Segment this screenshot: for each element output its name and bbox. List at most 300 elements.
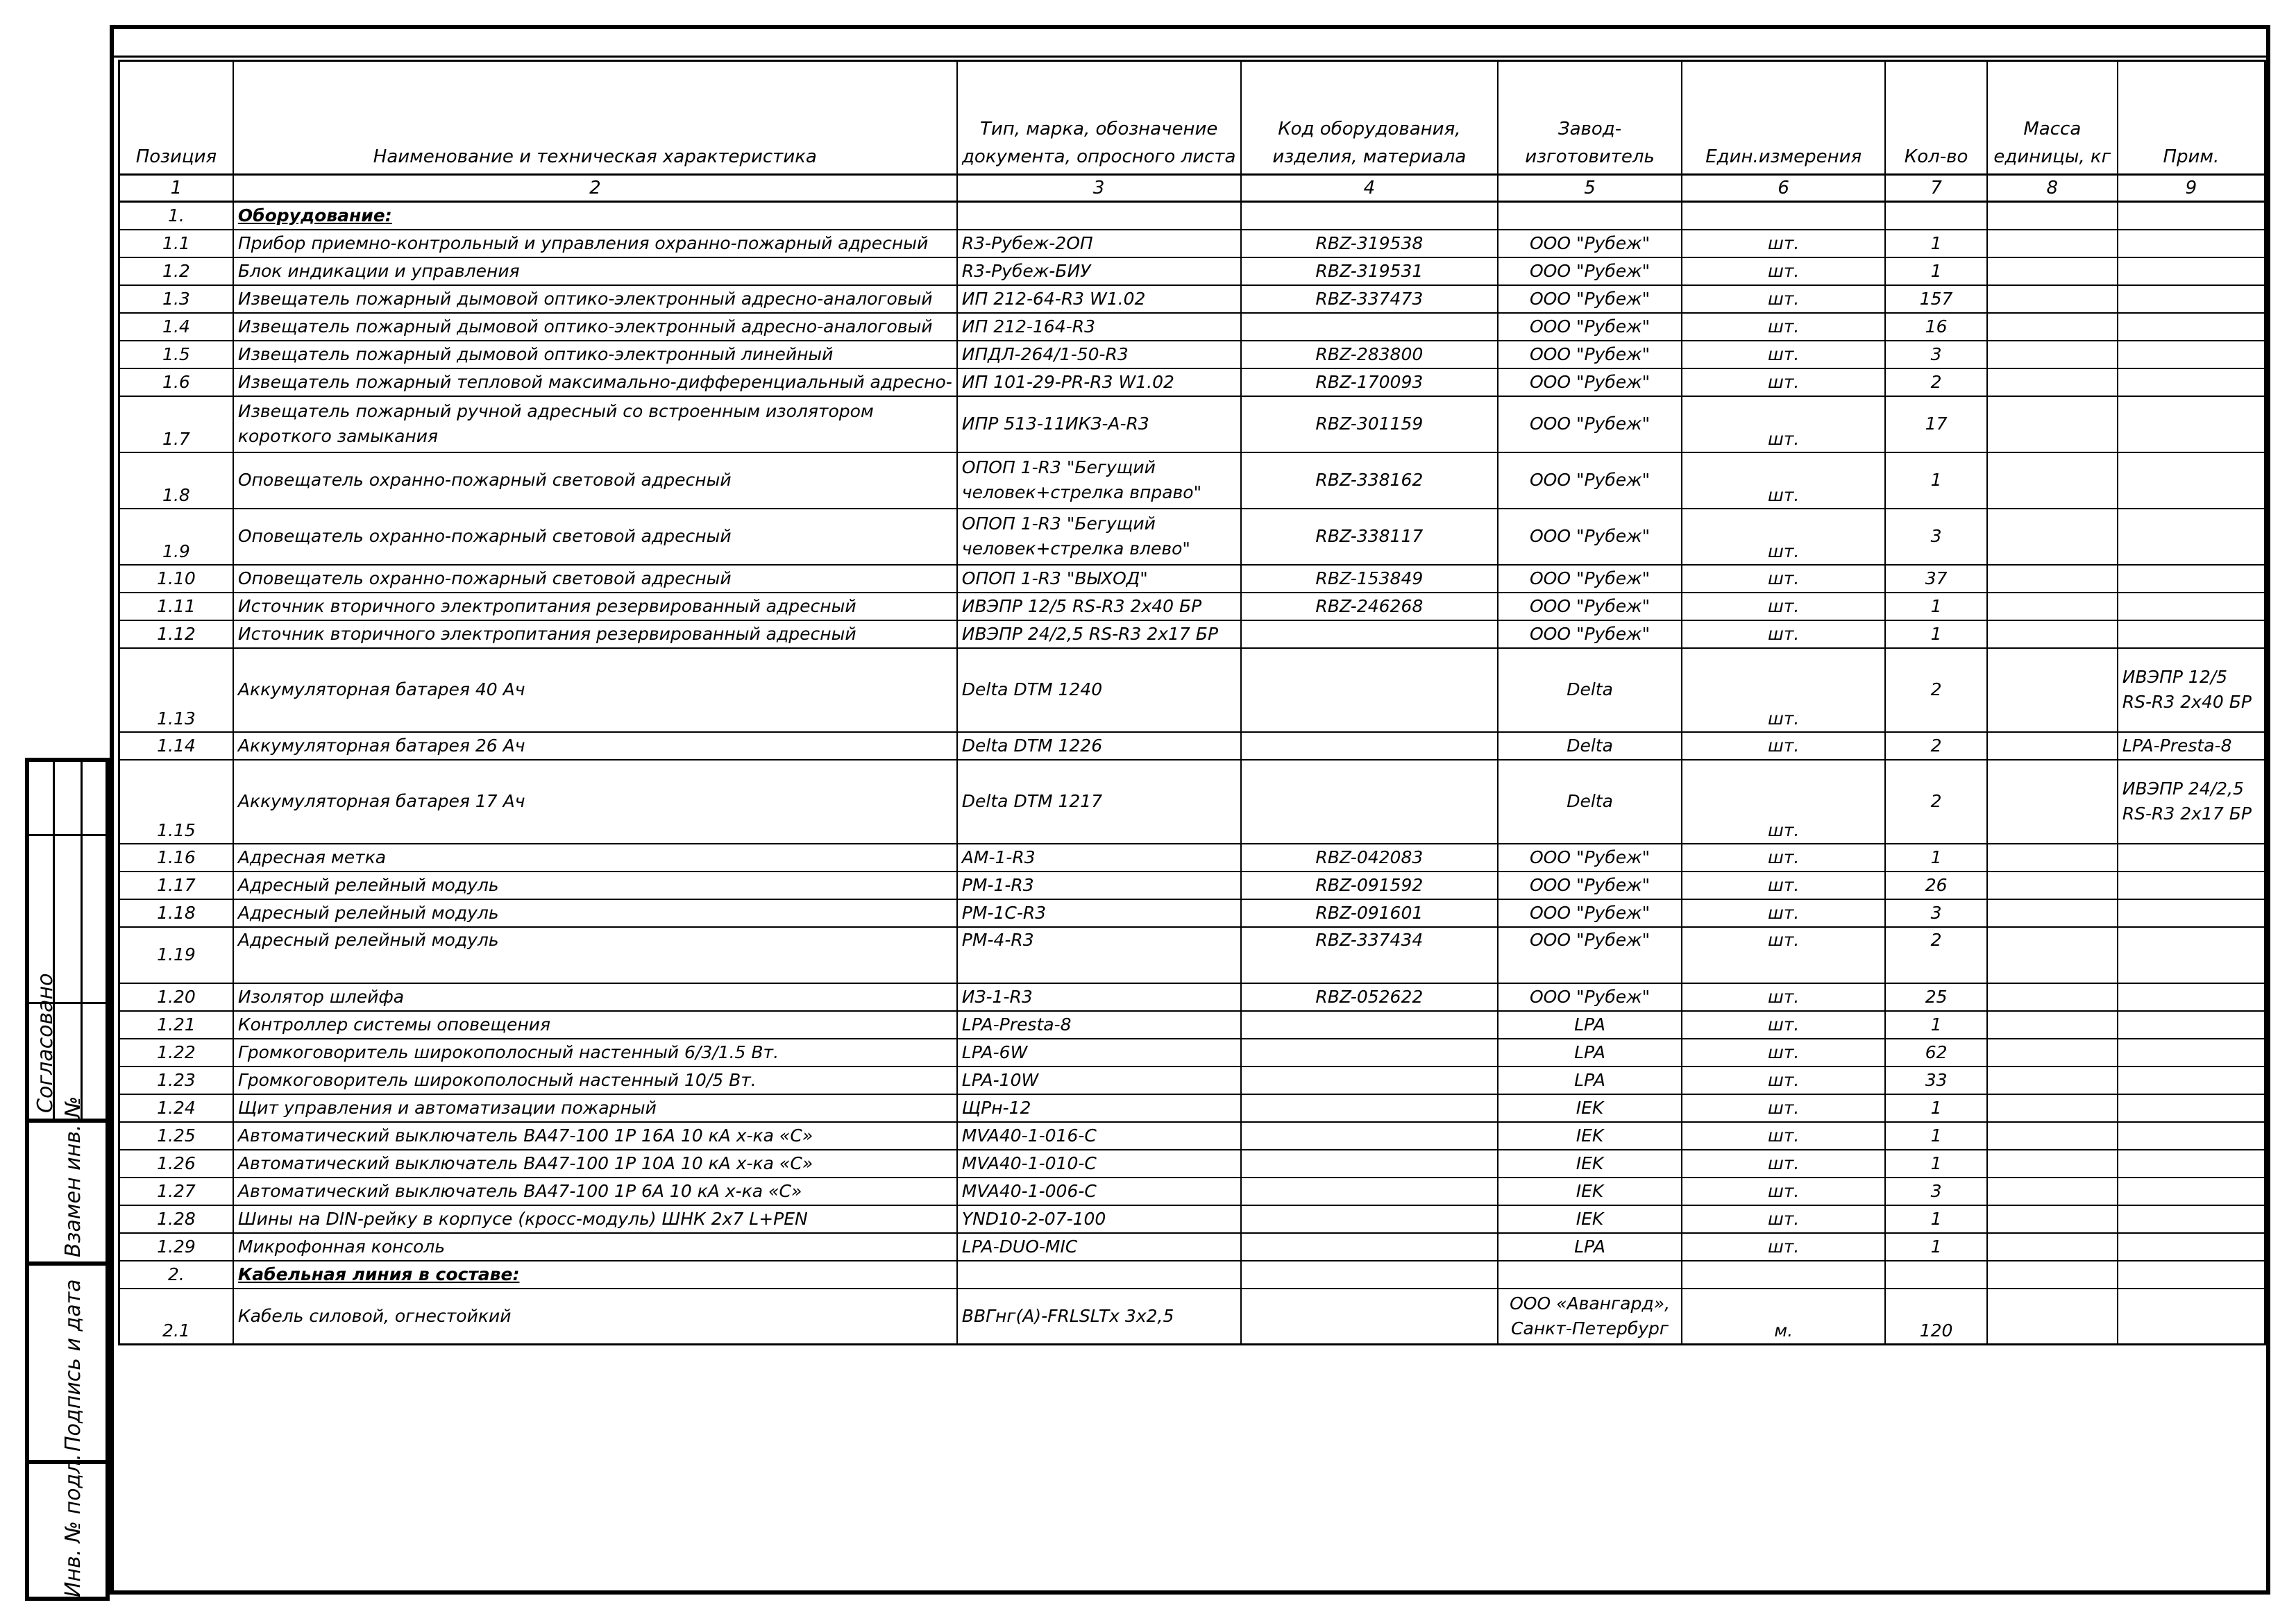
unit-cell: шт. bbox=[1682, 396, 1885, 452]
table-row bbox=[119, 1205, 2265, 1233]
qty-cell: 3 bbox=[1885, 509, 1987, 565]
code-cell bbox=[1241, 1122, 1499, 1150]
maker-cell: ООО "Рубеж" bbox=[1498, 257, 1682, 285]
code-cell: RBZ-337434 bbox=[1241, 927, 1499, 983]
table-row bbox=[119, 1178, 2265, 1205]
stamp-replaced-inv: Взамен инв. № bbox=[61, 1096, 85, 1257]
empty-cell bbox=[957, 1261, 1241, 1289]
note-cell bbox=[2118, 452, 2265, 509]
maker-cell: ООО "Рубеж" bbox=[1498, 620, 1682, 648]
code-cell bbox=[1241, 1039, 1499, 1067]
position-cell: 1.3 bbox=[119, 285, 233, 313]
qty-cell: 16 bbox=[1885, 313, 1987, 341]
code-cell: RBZ-091592 bbox=[1241, 872, 1499, 899]
note-cell bbox=[2118, 285, 2265, 313]
code-cell: RBZ-337473 bbox=[1241, 285, 1499, 313]
type-cell: РМ-4-R3 bbox=[957, 927, 1241, 983]
unit-cell: шт. bbox=[1682, 844, 1885, 872]
note-cell bbox=[2118, 313, 2265, 341]
type-cell: ИВЭПР 12/5 RS-R3 2х40 БР bbox=[957, 593, 1241, 620]
mass-cell bbox=[1987, 983, 2118, 1011]
column-number-cell: 5 bbox=[1498, 175, 1682, 202]
note-cell bbox=[2118, 1122, 2265, 1150]
qty-cell: 1 bbox=[1885, 593, 1987, 620]
position-cell: 1.2 bbox=[119, 257, 233, 285]
note-cell bbox=[2118, 1094, 2265, 1122]
table-row bbox=[119, 1094, 2265, 1122]
maker-cell: IEK bbox=[1498, 1150, 1682, 1178]
table-row bbox=[119, 872, 2265, 899]
table-row bbox=[119, 565, 2265, 593]
type-cell: ИПДЛ-264/1-50-R3 bbox=[957, 341, 1241, 368]
maker-cell: ООО "Рубеж" bbox=[1498, 396, 1682, 452]
type-cell: MVA40-1-006-C bbox=[957, 1178, 1241, 1205]
type-cell: АМ-1-R3 bbox=[957, 844, 1241, 872]
note-cell bbox=[2118, 872, 2265, 899]
name-cell bbox=[233, 1261, 957, 1289]
empty-cell bbox=[2118, 202, 2265, 230]
qty-cell: 1 bbox=[1885, 1233, 1987, 1261]
code-cell: RBZ-319538 bbox=[1241, 230, 1499, 257]
note-cell bbox=[2118, 1150, 2265, 1178]
position-cell: 1.29 bbox=[119, 1233, 233, 1261]
qty-cell: 1 bbox=[1885, 1150, 1987, 1178]
code-cell bbox=[1241, 1094, 1499, 1122]
code-cell: RBZ-338162 bbox=[1241, 452, 1499, 509]
unit-cell: шт. bbox=[1682, 1122, 1885, 1150]
maker-cell: ООО "Рубеж" bbox=[1498, 872, 1682, 899]
stamp-inner-col-2 bbox=[81, 758, 110, 1119]
unit-cell: шт. bbox=[1682, 872, 1885, 899]
note-cell bbox=[2118, 1233, 2265, 1261]
table-row bbox=[119, 1067, 2265, 1094]
table-row bbox=[119, 927, 2265, 983]
name-cell: Кабель силовой, огнестойкий bbox=[233, 1289, 957, 1345]
type-cell: ИП 212-164-R3 bbox=[957, 313, 1241, 341]
maker-cell: ООО "Рубеж" bbox=[1498, 313, 1682, 341]
qty-cell: 37 bbox=[1885, 565, 1987, 593]
table-row bbox=[119, 732, 2265, 760]
position-cell: 1.14 bbox=[119, 732, 233, 760]
name-cell: Громкоговоритель широкополосный настенный 6/3/1.5 Вт. bbox=[233, 1039, 957, 1067]
column-number-cell: 1 bbox=[119, 175, 233, 202]
empty-cell bbox=[1682, 1261, 1885, 1289]
name-cell: Источник вторичного электропитания резервированный адресный bbox=[233, 593, 957, 620]
empty-cell bbox=[957, 202, 1241, 230]
mass-cell bbox=[1987, 648, 2118, 732]
name-cell: Источник вторичного электропитания резервированный адресный bbox=[233, 620, 957, 648]
note-cell bbox=[2118, 509, 2265, 565]
stamp-inv-orig: Инв. № подл. bbox=[61, 1454, 85, 1597]
side-stamp bbox=[25, 758, 110, 1601]
unit-cell: шт. bbox=[1682, 1178, 1885, 1205]
type-cell: Delta DTM 1217 bbox=[957, 760, 1241, 844]
table-row bbox=[119, 257, 2265, 285]
mass-cell bbox=[1987, 760, 2118, 844]
header-cell: Код оборудования, изделия, материала bbox=[1241, 61, 1499, 175]
position-cell: 1.7 bbox=[119, 396, 233, 452]
table-row bbox=[119, 620, 2265, 648]
table-row bbox=[119, 452, 2265, 509]
qty-cell: 1 bbox=[1885, 1011, 1987, 1039]
table-row bbox=[119, 285, 2265, 313]
unit-cell: шт. bbox=[1682, 1011, 1885, 1039]
name-cell: Микрофонная консоль bbox=[233, 1233, 957, 1261]
name-cell: Громкоговоритель широкополосный настенный 10/5 Вт. bbox=[233, 1067, 957, 1094]
maker-cell: LPA bbox=[1498, 1011, 1682, 1039]
maker-cell: LPA bbox=[1498, 1067, 1682, 1094]
mass-cell bbox=[1987, 899, 2118, 927]
mass-cell bbox=[1987, 844, 2118, 872]
name-cell: Автоматический выключатель ВА47-100 1Р 16А 10 кА х-ка «С» bbox=[233, 1122, 957, 1150]
name-cell: Блок индикации и управления bbox=[233, 257, 957, 285]
position-cell: 2.1 bbox=[119, 1289, 233, 1345]
table-row bbox=[119, 983, 2265, 1011]
code-cell: RBZ-091601 bbox=[1241, 899, 1499, 927]
position-cell: 2. bbox=[119, 1261, 233, 1289]
column-number-cell: 7 bbox=[1885, 175, 1987, 202]
table-row bbox=[119, 1122, 2265, 1150]
unit-cell: шт. bbox=[1682, 1150, 1885, 1178]
qty-cell: 1 bbox=[1885, 620, 1987, 648]
mass-cell bbox=[1987, 1233, 2118, 1261]
table-row bbox=[119, 396, 2265, 452]
qty-cell: 2 bbox=[1885, 760, 1987, 844]
position-cell: 1.4 bbox=[119, 313, 233, 341]
mass-cell bbox=[1987, 396, 2118, 452]
code-cell bbox=[1241, 732, 1499, 760]
position-cell: 1.21 bbox=[119, 1011, 233, 1039]
code-cell: RBZ-283800 bbox=[1241, 341, 1499, 368]
unit-cell: шт. bbox=[1682, 899, 1885, 927]
maker-cell: LPA bbox=[1498, 1233, 1682, 1261]
unit-cell: шт. bbox=[1682, 927, 1885, 983]
position-cell: 1. bbox=[119, 202, 233, 230]
header-cell: Завод-изготовитель bbox=[1498, 61, 1682, 175]
name-cell: Извещатель пожарный дымовой оптико-электронный линейный bbox=[233, 341, 957, 368]
type-cell: MVA40-1-010-C bbox=[957, 1150, 1241, 1178]
unit-cell: шт. bbox=[1682, 313, 1885, 341]
mass-cell bbox=[1987, 257, 2118, 285]
table-row bbox=[119, 760, 2265, 844]
unit-cell: шт. bbox=[1682, 648, 1885, 732]
mass-cell bbox=[1987, 285, 2118, 313]
mass-cell bbox=[1987, 872, 2118, 899]
table-row bbox=[119, 368, 2265, 396]
code-cell bbox=[1241, 1011, 1499, 1039]
type-cell: ОПОП 1-R3 "Бегущий человек+стрелка вправо" bbox=[957, 452, 1241, 509]
position-cell: 1.26 bbox=[119, 1150, 233, 1178]
type-cell: ИЗ-1-R3 bbox=[957, 983, 1241, 1011]
note-cell bbox=[2118, 1011, 2265, 1039]
qty-cell: 2 bbox=[1885, 368, 1987, 396]
code-cell: RBZ-301159 bbox=[1241, 396, 1499, 452]
note-cell bbox=[2118, 368, 2265, 396]
table-row bbox=[119, 648, 2265, 732]
maker-cell: ООО "Рубеж" bbox=[1498, 844, 1682, 872]
empty-cell bbox=[2118, 1261, 2265, 1289]
table-row bbox=[119, 509, 2265, 565]
maker-cell: ООО "Рубеж" bbox=[1498, 285, 1682, 313]
name-cell: Адресный релейный модуль bbox=[233, 927, 957, 983]
mass-cell bbox=[1987, 1094, 2118, 1122]
table-row bbox=[119, 593, 2265, 620]
position-cell: 1.28 bbox=[119, 1205, 233, 1233]
code-cell bbox=[1241, 620, 1499, 648]
code-cell: RBZ-246268 bbox=[1241, 593, 1499, 620]
qty-cell: 2 bbox=[1885, 648, 1987, 732]
table-row bbox=[119, 1011, 2265, 1039]
position-cell: 1.10 bbox=[119, 565, 233, 593]
note-cell bbox=[2118, 257, 2265, 285]
name-cell: Извещатель пожарный дымовой оптико-электронный адресно-аналоговый bbox=[233, 285, 957, 313]
qty-cell: 120 bbox=[1885, 1289, 1987, 1345]
qty-cell: 2 bbox=[1885, 927, 1987, 983]
qty-cell: 157 bbox=[1885, 285, 1987, 313]
code-cell: RBZ-170093 bbox=[1241, 368, 1499, 396]
qty-cell: 1 bbox=[1885, 1094, 1987, 1122]
unit-cell: шт. bbox=[1682, 230, 1885, 257]
name-cell: Аккумуляторная батарея 26 Ач bbox=[233, 732, 957, 760]
type-cell: РМ-1-R3 bbox=[957, 872, 1241, 899]
empty-cell bbox=[1498, 1261, 1682, 1289]
unit-cell: шт. bbox=[1682, 760, 1885, 844]
qty-cell: 26 bbox=[1885, 872, 1987, 899]
empty-cell bbox=[1885, 202, 1987, 230]
position-cell: 1.6 bbox=[119, 368, 233, 396]
note-cell bbox=[2118, 620, 2265, 648]
unit-cell: шт. bbox=[1682, 341, 1885, 368]
unit-cell: шт. bbox=[1682, 732, 1885, 760]
maker-cell: ООО "Рубеж" bbox=[1498, 899, 1682, 927]
column-number-cell: 8 bbox=[1987, 175, 2118, 202]
qty-cell: 1 bbox=[1885, 1205, 1987, 1233]
unit-cell: шт. bbox=[1682, 983, 1885, 1011]
maker-cell: ООО "Рубеж" bbox=[1498, 368, 1682, 396]
unit-cell: шт. bbox=[1682, 565, 1885, 593]
qty-cell: 3 bbox=[1885, 341, 1987, 368]
position-cell: 1.12 bbox=[119, 620, 233, 648]
maker-cell: ООО "Рубеж" bbox=[1498, 983, 1682, 1011]
name-cell: Шины на DIN-рейку в корпусе (кросс-модуль) ШНК 2х7 L+PEN bbox=[233, 1205, 957, 1233]
mass-cell bbox=[1987, 732, 2118, 760]
unit-cell: шт. bbox=[1682, 509, 1885, 565]
code-cell: RBZ-319531 bbox=[1241, 257, 1499, 285]
code-cell bbox=[1241, 760, 1499, 844]
section-title: Оборудование: bbox=[237, 205, 392, 226]
mass-cell bbox=[1987, 452, 2118, 509]
empty-cell bbox=[1498, 202, 1682, 230]
maker-cell: ООО "Рубеж" bbox=[1498, 341, 1682, 368]
header-cell: Един.измерения bbox=[1682, 61, 1885, 175]
maker-cell: IEK bbox=[1498, 1178, 1682, 1205]
column-number-cell: 6 bbox=[1682, 175, 1885, 202]
name-cell: Оповещатель охранно-пожарный световой адресный bbox=[233, 509, 957, 565]
code-cell bbox=[1241, 1150, 1499, 1178]
empty-cell bbox=[1241, 202, 1499, 230]
position-cell: 1.17 bbox=[119, 872, 233, 899]
type-cell: ОПОП 1-R3 "ВЫХОД" bbox=[957, 565, 1241, 593]
type-cell: ИВЭПР 24/2,5 RS-R3 2х17 БР bbox=[957, 620, 1241, 648]
code-cell bbox=[1241, 1178, 1499, 1205]
position-cell: 1.1 bbox=[119, 230, 233, 257]
position-cell: 1.19 bbox=[119, 927, 233, 983]
note-cell bbox=[2118, 341, 2265, 368]
mass-cell bbox=[1987, 1150, 2118, 1178]
position-cell: 1.23 bbox=[119, 1067, 233, 1094]
name-cell: Адресный релейный модуль bbox=[233, 899, 957, 927]
maker-cell: ООО "Рубеж" bbox=[1498, 593, 1682, 620]
type-cell: ИП 212-64-R3 W1.02 bbox=[957, 285, 1241, 313]
type-cell: ИПР 513-11ИКЗ-А-R3 bbox=[957, 396, 1241, 452]
column-number-cell: 4 bbox=[1241, 175, 1499, 202]
name-cell: Контроллер системы оповещения bbox=[233, 1011, 957, 1039]
name-cell: Аккумуляторная батарея 40 Ач bbox=[233, 648, 957, 732]
mass-cell bbox=[1987, 368, 2118, 396]
code-cell: RBZ-052622 bbox=[1241, 983, 1499, 1011]
note-cell bbox=[2118, 1067, 2265, 1094]
unit-cell: шт. bbox=[1682, 257, 1885, 285]
maker-cell: ООО "Рубеж" bbox=[1498, 509, 1682, 565]
maker-cell: ООО "Рубеж" bbox=[1498, 452, 1682, 509]
position-cell: 1.24 bbox=[119, 1094, 233, 1122]
section-row bbox=[119, 202, 2265, 230]
name-cell: Автоматический выключатель ВА47-100 1Р 10А 10 кА х-ка «С» bbox=[233, 1150, 957, 1178]
unit-cell: шт. bbox=[1682, 1233, 1885, 1261]
unit-cell: шт. bbox=[1682, 1039, 1885, 1067]
unit-cell: шт. bbox=[1682, 285, 1885, 313]
empty-cell bbox=[1682, 202, 1885, 230]
code-cell bbox=[1241, 1067, 1499, 1094]
type-cell: ЩРн-12 bbox=[957, 1094, 1241, 1122]
type-cell: ИП 101-29-PR-R3 W1.02 bbox=[957, 368, 1241, 396]
type-cell: LPA-10W bbox=[957, 1067, 1241, 1094]
mass-cell bbox=[1987, 620, 2118, 648]
note-cell bbox=[2118, 565, 2265, 593]
table-row bbox=[119, 1039, 2265, 1067]
mass-cell bbox=[1987, 1011, 2118, 1039]
empty-cell bbox=[1987, 202, 2118, 230]
mass-cell bbox=[1987, 509, 2118, 565]
header-row bbox=[119, 61, 2265, 175]
position-cell: 1.8 bbox=[119, 452, 233, 509]
position-cell: 1.20 bbox=[119, 983, 233, 1011]
name-cell bbox=[233, 202, 957, 230]
qty-cell: 1 bbox=[1885, 257, 1987, 285]
header-cell: Прим. bbox=[2118, 61, 2265, 175]
name-cell: Извещатель пожарный тепловой максимально-дифференциальный адресно- bbox=[233, 368, 957, 396]
name-cell: Щит управления и автоматизации пожарный bbox=[233, 1094, 957, 1122]
mass-cell bbox=[1987, 1178, 2118, 1205]
maker-cell: ООО "Рубеж" bbox=[1498, 927, 1682, 983]
qty-cell: 1 bbox=[1885, 230, 1987, 257]
note-cell bbox=[2118, 396, 2265, 452]
note-cell bbox=[2118, 1178, 2265, 1205]
unit-cell: шт. bbox=[1682, 1067, 1885, 1094]
table-row bbox=[119, 230, 2265, 257]
qty-cell: 33 bbox=[1885, 1067, 1987, 1094]
mass-cell bbox=[1987, 593, 2118, 620]
type-cell: R3-Рубеж-2ОП bbox=[957, 230, 1241, 257]
position-cell: 1.27 bbox=[119, 1178, 233, 1205]
qty-cell: 1 bbox=[1885, 452, 1987, 509]
code-cell bbox=[1241, 1233, 1499, 1261]
mass-cell bbox=[1987, 313, 2118, 341]
stamp-sign-date: Подпись и дата bbox=[61, 1279, 85, 1452]
position-cell: 1.5 bbox=[119, 341, 233, 368]
column-number-row bbox=[119, 175, 2265, 202]
qty-cell: 2 bbox=[1885, 732, 1987, 760]
type-cell: YND10-2-07-100 bbox=[957, 1205, 1241, 1233]
qty-cell: 62 bbox=[1885, 1039, 1987, 1067]
name-cell: Автоматический выключатель ВА47-100 1Р 6А 10 кА х-ка «С» bbox=[233, 1178, 957, 1205]
type-cell: ОПОП 1-R3 "Бегущий человек+стрелка влево" bbox=[957, 509, 1241, 565]
unit-cell: шт. bbox=[1682, 368, 1885, 396]
unit-cell: шт. bbox=[1682, 593, 1885, 620]
maker-cell: Delta bbox=[1498, 760, 1682, 844]
header-cell: Кол-во bbox=[1885, 61, 1987, 175]
table-row bbox=[119, 899, 2265, 927]
maker-cell: ООО "Рубеж" bbox=[1498, 565, 1682, 593]
mass-cell bbox=[1987, 1289, 2118, 1345]
mass-cell bbox=[1987, 1067, 2118, 1094]
stamp-line bbox=[25, 1261, 110, 1266]
code-cell bbox=[1241, 313, 1499, 341]
maker-cell: Delta bbox=[1498, 732, 1682, 760]
qty-cell: 17 bbox=[1885, 396, 1987, 452]
header-cell: Масса единицы, кг bbox=[1987, 61, 2118, 175]
qty-cell: 25 bbox=[1885, 983, 1987, 1011]
note-cell bbox=[2118, 1205, 2265, 1233]
type-cell: LPA-DUO-MIC bbox=[957, 1233, 1241, 1261]
position-cell: 1.13 bbox=[119, 648, 233, 732]
mass-cell bbox=[1987, 1039, 2118, 1067]
name-cell: Оповещатель охранно-пожарный световой адресный bbox=[233, 452, 957, 509]
name-cell: Оповещатель охранно-пожарный световой адресный bbox=[233, 565, 957, 593]
code-cell bbox=[1241, 1205, 1499, 1233]
type-cell: Delta DTM 1240 bbox=[957, 648, 1241, 732]
frame-top-strip bbox=[114, 56, 2266, 58]
name-cell: Адресный релейный модуль bbox=[233, 872, 957, 899]
empty-cell bbox=[1987, 1261, 2118, 1289]
unit-cell: шт. bbox=[1682, 1094, 1885, 1122]
note-cell bbox=[2118, 844, 2265, 872]
note-cell bbox=[2118, 1289, 2265, 1345]
position-cell: 1.22 bbox=[119, 1039, 233, 1067]
note-cell: LPA-Presta-8 bbox=[2118, 732, 2265, 760]
unit-cell: м. bbox=[1682, 1289, 1885, 1345]
mass-cell bbox=[1987, 927, 2118, 983]
note-cell bbox=[2118, 230, 2265, 257]
table-row bbox=[119, 844, 2265, 872]
note-cell bbox=[2118, 1039, 2265, 1067]
mass-cell bbox=[1987, 565, 2118, 593]
name-cell: Извещатель пожарный ручной адресный со встроенным изолятором короткого замыкания bbox=[233, 396, 957, 452]
type-cell: ВВГнг(А)-FRLSLTx 3х2,5 bbox=[957, 1289, 1241, 1345]
header-cell: Позиция bbox=[119, 61, 233, 175]
position-cell: 1.16 bbox=[119, 844, 233, 872]
note-cell: ИВЭПР 24/2,5 RS-R3 2х17 БР bbox=[2118, 760, 2265, 844]
table-row bbox=[119, 1233, 2265, 1261]
mass-cell bbox=[1987, 341, 2118, 368]
qty-cell: 1 bbox=[1885, 1122, 1987, 1150]
position-cell: 1.18 bbox=[119, 899, 233, 927]
stamp-line bbox=[25, 834, 110, 836]
note-cell: ИВЭПР 12/5 RS-R3 2х40 БР bbox=[2118, 648, 2265, 732]
table-row bbox=[119, 313, 2265, 341]
column-number-cell: 2 bbox=[233, 175, 957, 202]
table-row bbox=[119, 341, 2265, 368]
